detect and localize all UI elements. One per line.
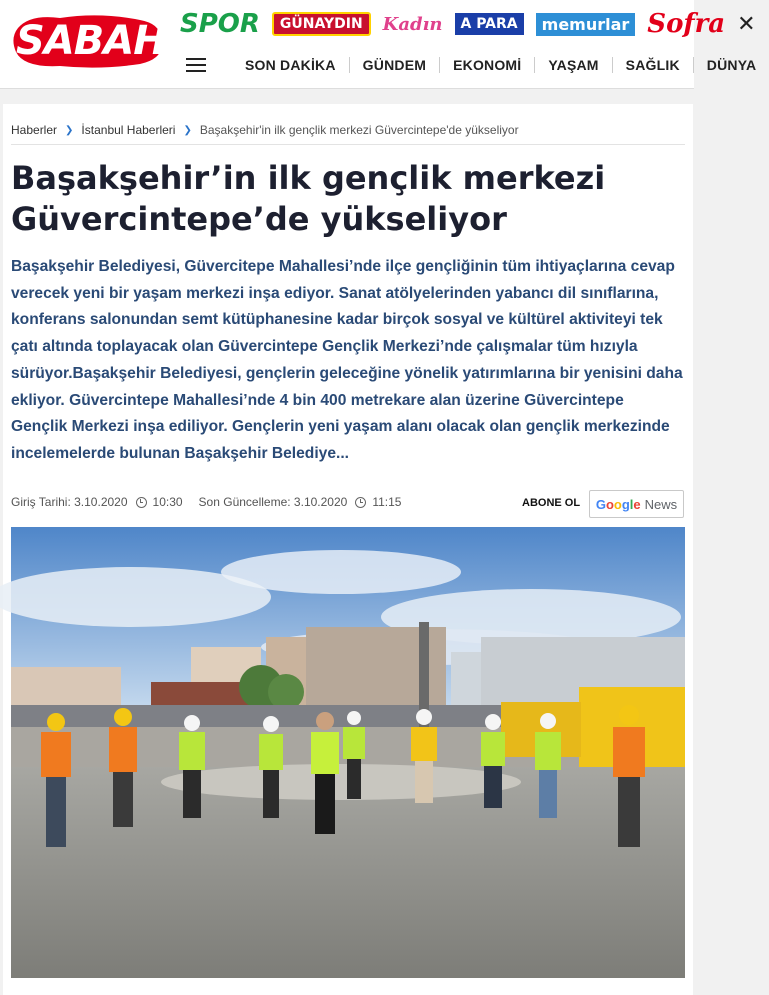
article-dates (11, 495, 401, 509)
google-news-button[interactable] (589, 490, 684, 518)
logo-text: SABAH (16, 18, 166, 64)
breadcrumb-haberler[interactable]: Haberler (11, 123, 58, 137)
article-spot: Başakşehir Belediyesi, Güvercitepe Mahallesi’nde ilçe gençliğinin tüm ihtiyaçlarına cevap verecek yeni bir yaşam merkezi inşa ediyor. Sanat atölyelerinden yabancı dil sınıflarına, konferans salonundan semt kütüphanesine kadar birçok sosyal ve kültürel aktiviteyi tek çatı altında toplayacak olan Güvercintepe Gençlik Merkezi’nde çalışmalar tüm hızıyla sürüyor.Başakşehir Belediyesi, gençlerin geleceğine yönelik yatırımlarına bir yenisini daha ekliyor. Güvercintepe Mahallesi’nde 4 bin 400 metrekare alan üzerine Güvercintepe Gençlik Merkezi inşa ediliyor. Gençlerin yeni yaşam alanı olacak olan gençlik merkezinde incelemelerde bulunan Başakşehir Belediye... (11, 258, 683, 462)
article-photo[interactable] (11, 527, 685, 978)
brand-kadin[interactable]: Kadın (382, 13, 443, 35)
updated-date: Son Güncelleme: 3.10.2020 (198, 495, 348, 509)
nav-dunya[interactable]: DÜNYA (706, 57, 757, 73)
clock-icon (136, 497, 147, 508)
brand-gunaydin[interactable]: GÜNAYDIN (272, 12, 371, 36)
clock-icon (355, 497, 366, 508)
hamburger-icon[interactable] (186, 58, 206, 72)
published-time: 10:30 (152, 495, 183, 509)
chevron-right-icon: ❯ (183, 124, 192, 136)
sabah-logo[interactable] (10, 10, 165, 72)
google-news-label: News (644, 496, 678, 512)
nav-son-dakika[interactable]: SON DAKİKA (232, 57, 350, 73)
main-nav (180, 52, 769, 78)
google-logo: Google (595, 496, 641, 512)
breadcrumb-istanbul[interactable]: İstanbul Haberleri (81, 123, 176, 137)
nav-ekonomi[interactable]: EKONOMİ (440, 57, 535, 73)
published-date: Giriş Tarihi: 3.10.2020 (11, 495, 128, 509)
chevron-right-icon: ❯ (65, 124, 74, 136)
breadcrumb (11, 123, 519, 137)
brand-sofra[interactable]: Sofra (647, 9, 726, 39)
nav-yasam[interactable]: YAŞAM (535, 57, 612, 73)
brand-memurlar[interactable]: memurlar (536, 13, 636, 36)
brand-links (180, 8, 756, 40)
updated-time: 11:15 (372, 495, 402, 509)
nav-saglik[interactable]: SAĞLIK (613, 57, 694, 73)
construction-site-photo (11, 527, 685, 978)
site-header (0, 0, 757, 89)
brand-apara[interactable]: A PARA (455, 13, 524, 35)
subscribe-button[interactable]: ABONE OL (522, 497, 581, 509)
article-title: Başakşehir’in ilk gençlik merkezi Güvercintepe’de yükseliyor (11, 159, 606, 238)
brand-spor[interactable]: SPOR (180, 9, 260, 39)
breadcrumb-current: Başakşehir'in ilk gençlik merkezi Güvercintepe'de yükseliyor (199, 123, 519, 137)
article-card (3, 104, 693, 995)
brand-extra-icon[interactable]: ✕ (737, 11, 756, 37)
breadcrumb-divider (11, 144, 685, 145)
nav-gundem[interactable]: GÜNDEM (350, 57, 440, 73)
